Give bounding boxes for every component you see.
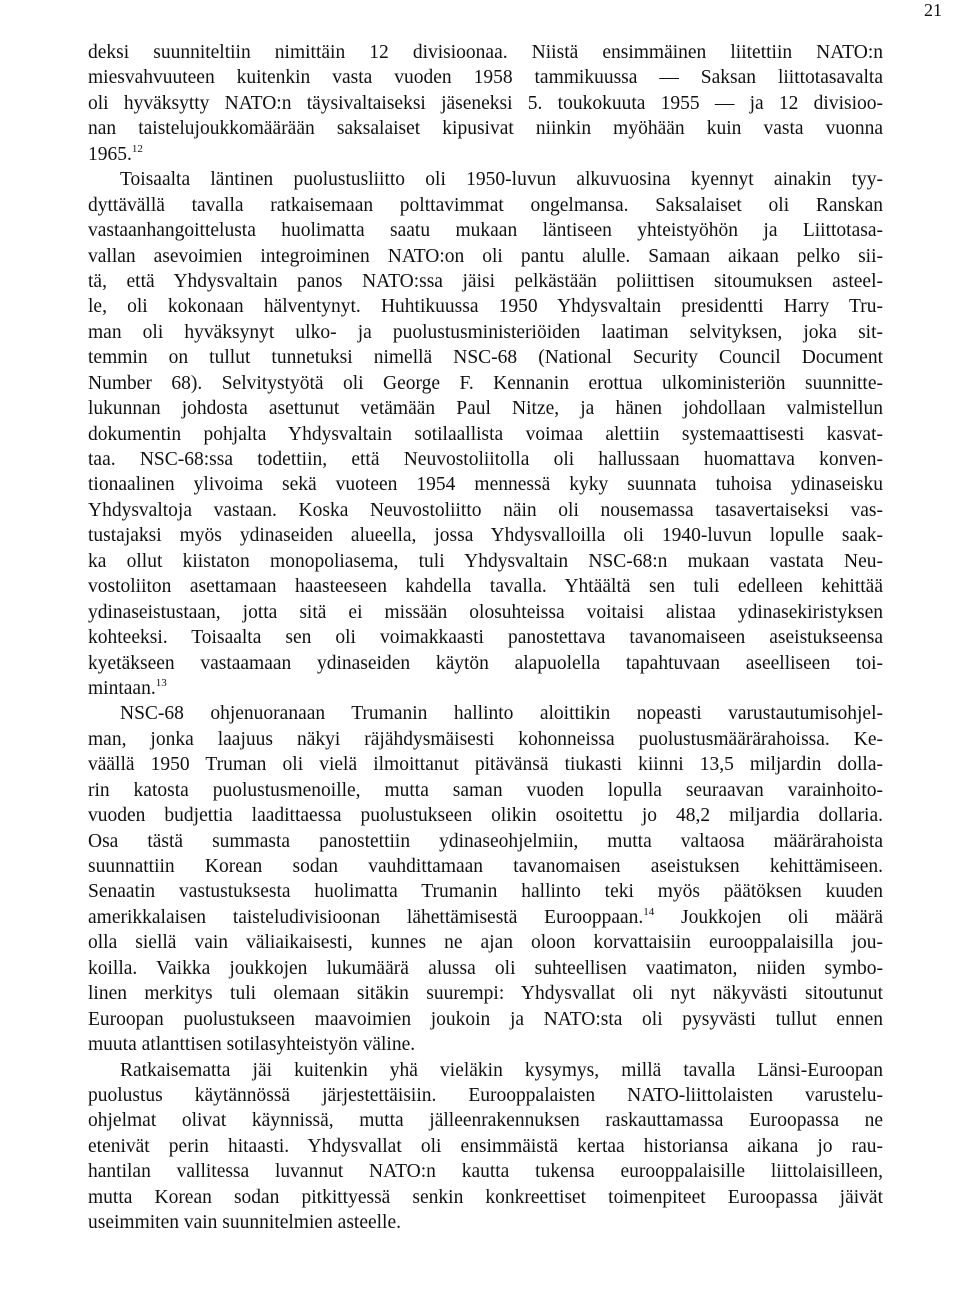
line-text: deksi suunniteltiin nimittäin 12 divisioonaa. Niistä ensimmäinen liitettiin NATO:n bbox=[88, 42, 883, 63]
line-text: Senaatin vastustuksesta huolimatta Trumanin hallinto teki myös päätöksen kuuden bbox=[88, 881, 883, 903]
text-line bbox=[88, 600, 883, 625]
line-text: koilla. Vaikka joukkojen lukumäärä alussa oli suhteellisen vaatimaton, niiden symbo- bbox=[88, 957, 883, 979]
text-line bbox=[88, 116, 883, 141]
line-text: kohteeksi. Toisaalta sen oli voimakkaasti panostettava tavanomaiseen aseistukseensa bbox=[88, 627, 883, 649]
line-text: Osa tästä summasta panostettiin ydinaseohjelmiin, mutta valtaosa määrärahoista bbox=[88, 830, 883, 852]
text-line bbox=[88, 396, 883, 421]
footnote-marker: 13 bbox=[155, 676, 167, 689]
footnote-marker: 12 bbox=[131, 142, 143, 155]
line-text: vastaanhangoittelusta huolimatta saatu mukaan läntiseen yhteistyöhön ja Liittotasa- bbox=[88, 220, 883, 242]
text-line bbox=[88, 422, 883, 447]
text-line bbox=[88, 905, 883, 930]
page-number: 21 bbox=[924, 0, 942, 20]
line-text: etenivät perin hitaasti. Yhdysvallat oli ensimmäistä kertaa historiansa aikana jo rau- bbox=[88, 1135, 883, 1157]
text-line bbox=[88, 91, 883, 116]
text-line bbox=[88, 1007, 883, 1032]
line-text: taa. NSC-68:ssa todettiin, että Neuvostoliitolla oli hallussaan huomattava konven- bbox=[88, 449, 883, 470]
line-text: tustajaksi myös ydinaseiden alueella, jossa Yhdysvalloilla oli 1940-luvun lopulle saak- bbox=[88, 525, 883, 547]
line-text: olla siellä vain väliaikaisesti, kunnes ne ajan oloon korvattaisiin eurooppalaisilla jou- bbox=[88, 932, 883, 954]
text-line bbox=[88, 345, 883, 370]
text-line bbox=[88, 549, 883, 574]
text-line bbox=[88, 829, 883, 854]
text-line bbox=[88, 447, 883, 472]
text-line bbox=[88, 727, 883, 752]
text-line bbox=[88, 854, 883, 879]
line-text: kyetäkseen vastaamaan ydinaseiden käytön alapuolella tapahtuvaan aseelliseen toi- bbox=[88, 652, 883, 674]
text-line bbox=[88, 1058, 883, 1083]
footnote-marker: 14 bbox=[643, 905, 655, 918]
text-line bbox=[88, 625, 883, 650]
line-text: vuoden budjettia laadittaessa puolustukseen olikin osoitettu jo 48,2 miljardia dollaria. bbox=[88, 805, 883, 827]
text-line bbox=[88, 218, 883, 243]
line-text: ka ollut kiistaton monopoliasema, tuli Yhdysvaltain NSC-68:n mukaan vastata Neu- bbox=[88, 550, 883, 572]
line-text: Ratkaisematta jäi kuitenkin yhä vieläkin kysymys, millä tavalla Länsi-Euroopan bbox=[120, 1059, 883, 1081]
line-text: rin katosta puolustusmenoille, mutta saman vuoden lopulla seuraavan varainhoito- bbox=[88, 779, 883, 801]
text-line bbox=[88, 244, 883, 269]
line-text: nan taistelujoukkomäärään saksalaiset kipusivat niinkin myöhään kuin vasta vuonna bbox=[88, 118, 883, 140]
text-line bbox=[88, 1083, 883, 1108]
text-line bbox=[88, 1134, 883, 1159]
line-text: mintaan. bbox=[88, 677, 156, 699]
line-text: vallan asevoimien integroiminen NATO:on oli pantu alulle. Samaan aikaan pelko sii- bbox=[88, 245, 883, 267]
line-text: Toisaalta läntinen puolustusliitto oli 1950-luvun alkuvuosina kyennyt ainakin tyy- bbox=[120, 169, 883, 191]
text-line bbox=[88, 371, 883, 396]
line-text: le, oli kokonaan hälventynyt. Huhtikuussa 1950 Yhdysvaltain presidentti Harry Tru- bbox=[88, 296, 883, 318]
line-text: dyttävällä tavalla ratkaisemaan polttavimmat ongelmansa. Saksalaiset oli Ranskan bbox=[88, 194, 883, 216]
text-line bbox=[88, 956, 883, 981]
line-text-tail: Joukkojen oli määrä bbox=[654, 906, 883, 928]
text-line bbox=[88, 193, 883, 218]
text-line bbox=[88, 778, 883, 803]
line-text: tä, että Yhdysvaltain panos NATO:ssa jäisi pelkästään poliittisen sitoumuksen asteel- bbox=[88, 270, 883, 292]
text-line bbox=[88, 167, 883, 192]
text-line bbox=[88, 930, 883, 955]
line-text: ydinaseistustaan, jotta sitä ei missään olosuhteissa voitaisi alistaa ydinasekiristyksen bbox=[88, 601, 883, 623]
text-line bbox=[88, 803, 883, 828]
line-text: amerikkalaisen taisteludivisioonan lähettämisestä Eurooppaan. bbox=[88, 906, 644, 928]
line-text: lukunnan johdosta asettunut vetämään Paul Nitze, ja hänen johdollaan valmistellun bbox=[88, 398, 883, 420]
line-text: suunnattiin Korean sodan vauhdittamaan tavanomaisen aseistuksen kehittämiseen. bbox=[88, 856, 883, 877]
line-text: linen merkitys tuli olemaan sitäkin suurempi: Yhdysvallat oli nyt näkyvästi sitoutunut bbox=[88, 983, 883, 1005]
line-text: ohjelmat olivat käynnissä, mutta jälleenrakennuksen raskauttamassa Euroopassa ne bbox=[88, 1110, 883, 1132]
text-line bbox=[88, 498, 883, 523]
text-line bbox=[88, 65, 883, 90]
body-text bbox=[88, 40, 883, 1236]
line-text: temmin on tullut tunnetuksi nimellä NSC-68 (National Security Council Document bbox=[88, 347, 883, 369]
text-line bbox=[88, 40, 883, 65]
line-text: väällä 1950 Truman oli vielä ilmoittanut pitävänsä tiukasti kiinni 13,5 miljardin dolla- bbox=[88, 754, 883, 776]
text-line bbox=[88, 269, 883, 294]
text-line bbox=[88, 879, 883, 904]
line-text: Number 68). Selvitystyötä oli George F. Kennanin erottua ulkoministeriön suunnitte- bbox=[88, 372, 883, 394]
text-line bbox=[88, 472, 883, 497]
text-line bbox=[88, 1159, 883, 1184]
line-text: muuta atlanttisen sotilasyhteistyön väline. bbox=[88, 1034, 416, 1056]
text-line bbox=[88, 294, 883, 319]
line-text: man, jonka laajuus näkyi räjähdysmäisesti kohonneissa puolustusmäärärahoissa. Ke- bbox=[88, 728, 883, 750]
line-text: dokumentin pohjalta Yhdysvaltain sotilaallista voimaa alettiin systemaattisesti kasvat- bbox=[88, 423, 883, 445]
text-line bbox=[88, 981, 883, 1006]
line-text: miesvahvuuteen kuitenkin vasta vuoden 1958 tammikuussa — Saksan liittotasavalta bbox=[88, 67, 883, 89]
text-line bbox=[88, 701, 883, 726]
line-text: tionaalinen ylivoima sekä vuoteen 1954 mennessä kyky suunnata tuhoisa ydinaseisku bbox=[88, 474, 883, 496]
line-text: puolustus käytännössä järjestettäisiin. Eurooppalaisten NATO-liittolaisten varustelu- bbox=[88, 1084, 883, 1106]
line-text: hantilan vallitessa luvannut NATO:n kautta tukensa eurooppalaisille liittolaisilleen, bbox=[88, 1161, 883, 1183]
text-line bbox=[88, 574, 883, 599]
text-line bbox=[88, 1210, 883, 1235]
line-text: Yhdysvaltoja vastaan. Koska Neuvostoliitto näin oli nousemassa tasavertaiseksi vas- bbox=[88, 499, 883, 521]
text-line bbox=[88, 651, 883, 676]
line-text: useimmiten vain suunnitelmien asteelle. bbox=[88, 1212, 402, 1234]
line-text: man oli hyväksynyt ulko- ja puolustusministeriöiden laatiman selvityksen, joka sit- bbox=[88, 321, 883, 343]
line-text: oli hyväksytty NATO:n täysivaltaiseksi jäseneksi 5. toukokuuta 1955 — ja 12 divisioo- bbox=[88, 92, 883, 114]
text-line bbox=[88, 1108, 883, 1133]
text-line bbox=[88, 676, 883, 701]
text-line bbox=[88, 320, 883, 345]
line-text: NSC-68 ohjenuoranaan Trumanin hallinto aloittikin nopeasti varustautumisohjel- bbox=[120, 703, 883, 725]
line-text: mutta Korean sodan pitkittyessä senkin konkreettiset toimenpiteet Euroopassa jäivät bbox=[88, 1186, 883, 1208]
line-text: Euroopan puolustukseen maavoimien joukoin ja NATO:sta oli pysyvästi tullut ennen bbox=[88, 1008, 883, 1030]
line-text: 1965. bbox=[88, 143, 132, 165]
text-line bbox=[88, 523, 883, 548]
text-line bbox=[88, 142, 883, 167]
text-line bbox=[88, 1032, 883, 1057]
line-text: vostoliiton asettamaan haasteeseen kahdella tavalla. Yhtäältä sen tuli edelleen kehittää bbox=[88, 576, 883, 598]
text-line bbox=[88, 1185, 883, 1210]
text-line bbox=[88, 752, 883, 777]
